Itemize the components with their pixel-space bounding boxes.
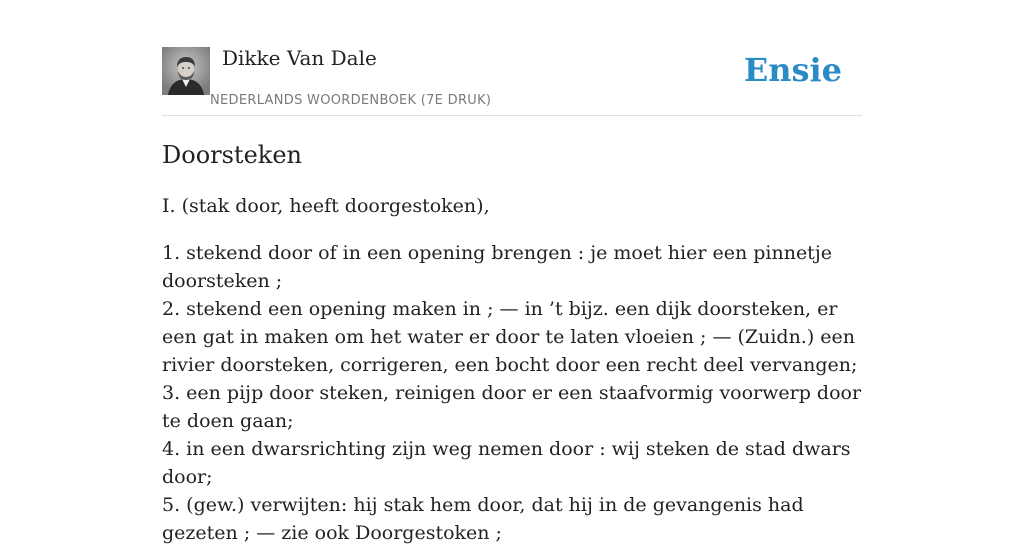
book-title[interactable]: NEDERLANDS WOORDENBOEK (7E DRUK) [210, 93, 492, 108]
entry-intro: I. (stak door, heeft doorgestoken), [162, 195, 490, 217]
header [162, 0, 862, 116]
sense-item: 4. in een dwarsrichting zijn weg nemen door : wij steken de stad dwars door; [162, 438, 851, 488]
author-name[interactable]: Dikke Van Dale [222, 46, 377, 70]
brand-logo[interactable]: Ensie [743, 51, 842, 89]
sense-item: 2. stekend een opening maken in ; — in ’t bijz. een dijk doorsteken, er een gat in maken om het water er door te laten vloeien ; — (Zuidn.) een rivier doorsteken, corrigeren, een bocht door een recht deel vervangen; [162, 298, 858, 376]
sense-item: 5. (gew.) verwijten: hij stak hem door, dat hij in de gevangenis had gezeten ; — zie ook Doorgestoken ; [162, 494, 804, 544]
author-avatar[interactable] [162, 47, 210, 95]
portrait-image [162, 47, 210, 95]
entry-title: Doorsteken [162, 141, 302, 169]
sense-item: 3. een pijp door steken, reinigen door er een staafvormig voorwerp door te doen gaan; [162, 382, 862, 432]
content-container [162, 0, 862, 544]
entry-body [162, 192, 862, 547]
sense-item: 1. stekend door of in een opening brengen : je moet hier een pinnetje doorsteken ; [162, 242, 832, 292]
